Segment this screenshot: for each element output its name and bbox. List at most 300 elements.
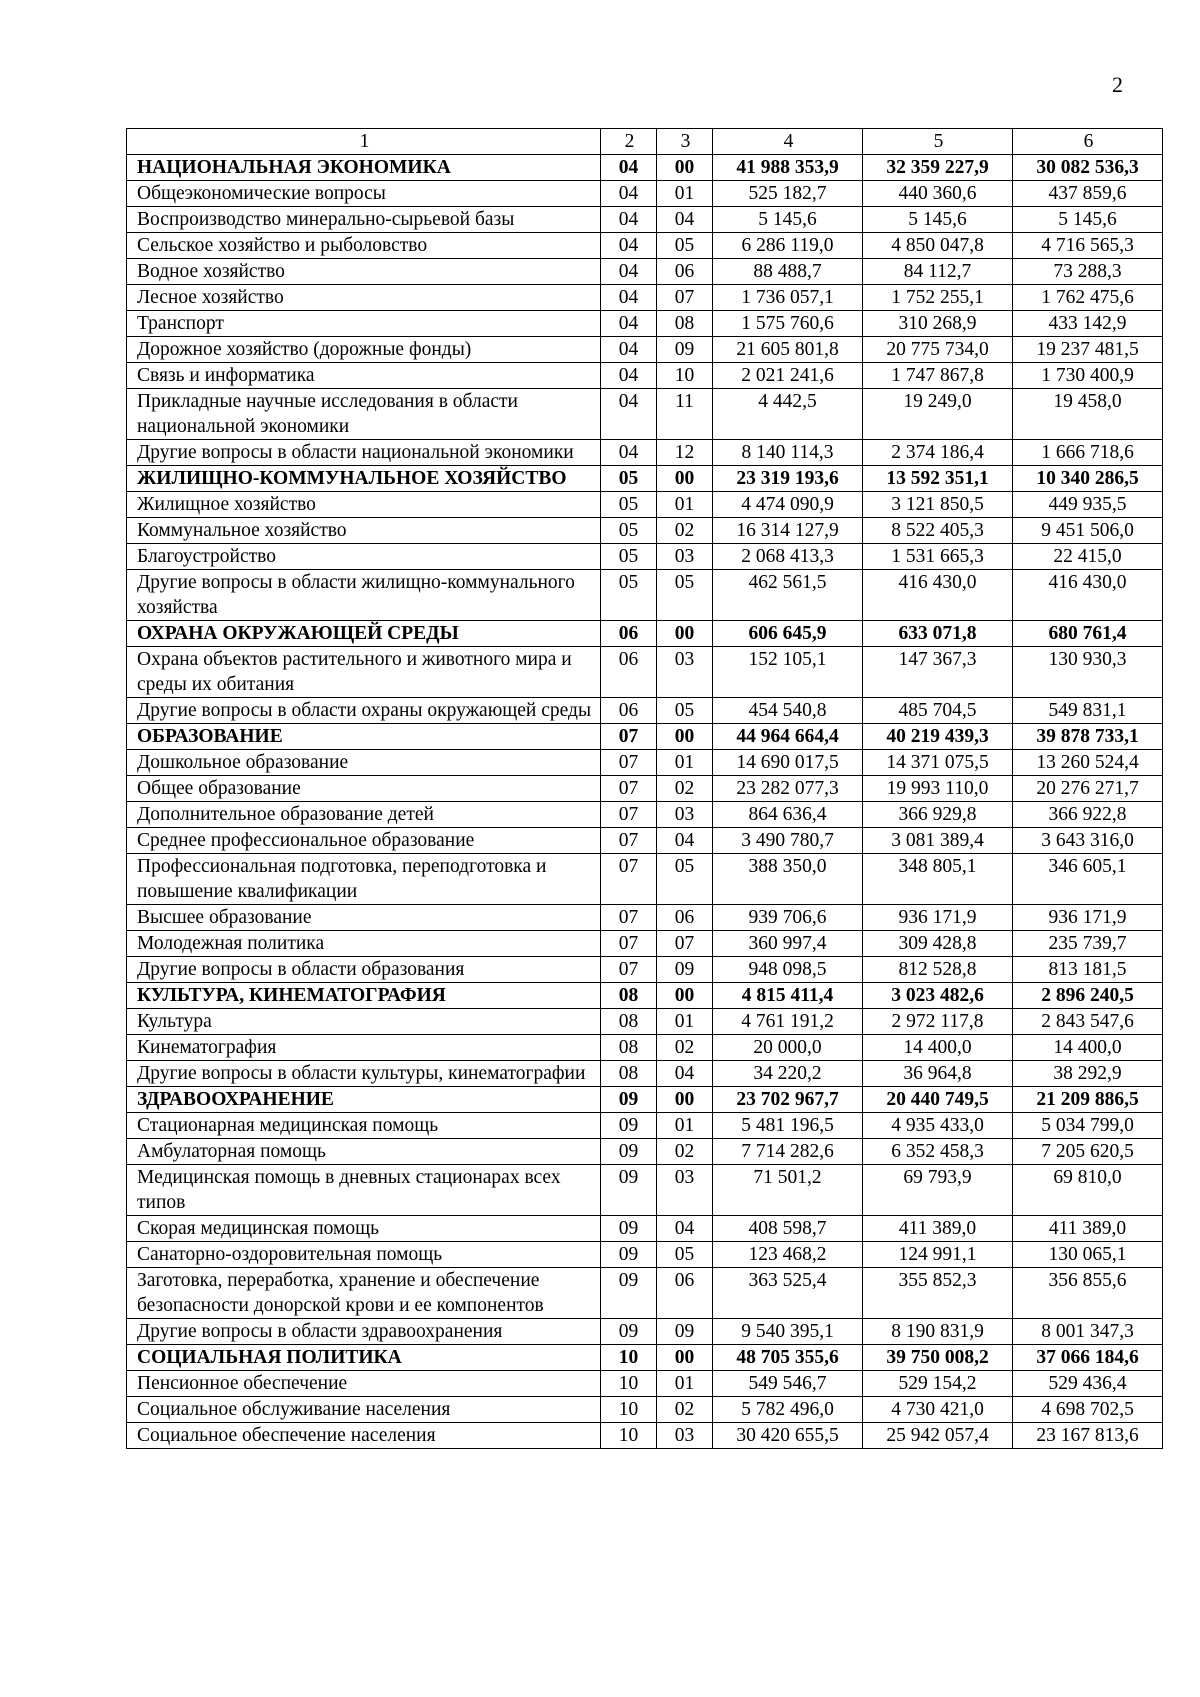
expense-name-cell: Другие вопросы в области жилищно-коммунального хозяйства xyxy=(127,570,601,621)
amount-col5-cell: 529 154,2 xyxy=(863,1371,1013,1397)
table-row xyxy=(127,905,1163,931)
section-row xyxy=(127,983,1163,1009)
expense-name-cell: ЗДРАВООХРАНЕНИЕ xyxy=(127,1087,601,1113)
table-row xyxy=(127,828,1163,854)
subsection-code-cell: 09 xyxy=(657,1319,713,1345)
amount-col4-cell: 1 575 760,6 xyxy=(713,311,863,337)
column-number: 4 xyxy=(713,129,863,155)
amount-col6-cell: 3 643 316,0 xyxy=(1013,828,1163,854)
table-row xyxy=(127,544,1163,570)
expense-name-cell: Амбулаторная помощь xyxy=(127,1139,601,1165)
column-number: 6 xyxy=(1013,129,1163,155)
amount-col4-cell: 1 736 057,1 xyxy=(713,285,863,311)
amount-col5-cell: 4 730 421,0 xyxy=(863,1397,1013,1423)
expense-name-cell: Культура xyxy=(127,1009,601,1035)
expense-name-cell: Прикладные научные исследования в области национальной экономики xyxy=(127,389,601,440)
amount-col4-cell: 939 706,6 xyxy=(713,905,863,931)
amount-col4-cell: 2 021 241,6 xyxy=(713,363,863,389)
amount-col6-cell: 10 340 286,5 xyxy=(1013,466,1163,492)
amount-col5-cell: 39 750 008,2 xyxy=(863,1345,1013,1371)
table-row xyxy=(127,518,1163,544)
amount-col6-cell: 433 142,9 xyxy=(1013,311,1163,337)
amount-col4-cell: 864 636,4 xyxy=(713,802,863,828)
amount-col5-cell: 13 592 351,1 xyxy=(863,466,1013,492)
amount-col6-cell: 813 181,5 xyxy=(1013,957,1163,983)
section-row xyxy=(127,1345,1163,1371)
amount-col6-cell: 936 171,9 xyxy=(1013,905,1163,931)
subsection-code-cell: 05 xyxy=(657,233,713,259)
expense-name-cell: СОЦИАЛЬНАЯ ПОЛИТИКА xyxy=(127,1345,601,1371)
expense-name-cell: Дорожное хозяйство (дорожные фонды) xyxy=(127,337,601,363)
amount-col5-cell: 19 249,0 xyxy=(863,389,1013,440)
section-code-cell: 04 xyxy=(601,181,657,207)
amount-col5-cell: 416 430,0 xyxy=(863,570,1013,621)
amount-col6-cell: 411 389,0 xyxy=(1013,1216,1163,1242)
subsection-code-cell: 03 xyxy=(657,647,713,698)
section-code-cell: 09 xyxy=(601,1268,657,1319)
expense-name-cell: Среднее профессиональное образование xyxy=(127,828,601,854)
table-row xyxy=(127,1216,1163,1242)
amount-col6-cell: 5 145,6 xyxy=(1013,207,1163,233)
expense-name-cell: Другие вопросы в области здравоохранения xyxy=(127,1319,601,1345)
table-row xyxy=(127,1113,1163,1139)
subsection-code-cell: 00 xyxy=(657,621,713,647)
amount-col6-cell: 2 896 240,5 xyxy=(1013,983,1163,1009)
amount-col4-cell: 4 815 411,4 xyxy=(713,983,863,1009)
subsection-code-cell: 08 xyxy=(657,311,713,337)
table-row xyxy=(127,776,1163,802)
subsection-code-cell: 05 xyxy=(657,854,713,905)
section-code-cell: 07 xyxy=(601,802,657,828)
table-row xyxy=(127,337,1163,363)
expense-name-cell: Санаторно-оздоровительная помощь xyxy=(127,1242,601,1268)
amount-col4-cell: 948 098,5 xyxy=(713,957,863,983)
amount-col5-cell: 69 793,9 xyxy=(863,1165,1013,1216)
section-code-cell: 07 xyxy=(601,957,657,983)
amount-col5-cell: 348 805,1 xyxy=(863,854,1013,905)
table-row xyxy=(127,931,1163,957)
amount-col4-cell: 5 145,6 xyxy=(713,207,863,233)
section-code-cell: 05 xyxy=(601,570,657,621)
subsection-code-cell: 00 xyxy=(657,1087,713,1113)
amount-col5-cell: 5 145,6 xyxy=(863,207,1013,233)
expense-name-cell: ЖИЛИЩНО-КОММУНАЛЬНОЕ ХОЗЯЙСТВО xyxy=(127,466,601,492)
amount-col6-cell: 130 065,1 xyxy=(1013,1242,1163,1268)
section-code-cell: 09 xyxy=(601,1242,657,1268)
section-code-cell: 04 xyxy=(601,363,657,389)
table-row xyxy=(127,259,1163,285)
amount-col5-cell: 25 942 057,4 xyxy=(863,1423,1013,1449)
table-row xyxy=(127,957,1163,983)
amount-col5-cell: 366 929,8 xyxy=(863,802,1013,828)
expense-name-cell: Воспроизводство минерально-сырьевой базы xyxy=(127,207,601,233)
amount-col6-cell: 356 855,6 xyxy=(1013,1268,1163,1319)
amount-col4-cell: 23 702 967,7 xyxy=(713,1087,863,1113)
amount-col4-cell: 360 997,4 xyxy=(713,931,863,957)
section-code-cell: 08 xyxy=(601,1061,657,1087)
subsection-code-cell: 03 xyxy=(657,802,713,828)
amount-col6-cell: 4 716 565,3 xyxy=(1013,233,1163,259)
amount-col6-cell: 69 810,0 xyxy=(1013,1165,1163,1216)
section-code-cell: 06 xyxy=(601,698,657,724)
amount-col6-cell: 20 276 271,7 xyxy=(1013,776,1163,802)
amount-col5-cell: 6 352 458,3 xyxy=(863,1139,1013,1165)
amount-col5-cell: 20 775 734,0 xyxy=(863,337,1013,363)
amount-col4-cell: 7 714 282,6 xyxy=(713,1139,863,1165)
amount-col6-cell: 549 831,1 xyxy=(1013,698,1163,724)
amount-col6-cell: 39 878 733,1 xyxy=(1013,724,1163,750)
column-number: 2 xyxy=(601,129,657,155)
expense-name-cell: Заготовка, переработка, хранение и обеспечение безопасности донорской крови и ее компонентов xyxy=(127,1268,601,1319)
subsection-code-cell: 06 xyxy=(657,905,713,931)
expense-name-cell: Другие вопросы в области культуры, кинематографии xyxy=(127,1061,601,1087)
amount-col5-cell: 4 850 047,8 xyxy=(863,233,1013,259)
expense-name-cell: Медицинская помощь в дневных стационарах всех типов xyxy=(127,1165,601,1216)
section-code-cell: 10 xyxy=(601,1397,657,1423)
amount-col6-cell: 680 761,4 xyxy=(1013,621,1163,647)
table-row xyxy=(127,1061,1163,1087)
table-row xyxy=(127,854,1163,905)
table-row xyxy=(127,647,1163,698)
section-code-cell: 07 xyxy=(601,776,657,802)
section-code-cell: 07 xyxy=(601,828,657,854)
amount-col5-cell: 3 121 850,5 xyxy=(863,492,1013,518)
subsection-code-cell: 02 xyxy=(657,518,713,544)
section-code-cell: 09 xyxy=(601,1319,657,1345)
subsection-code-cell: 07 xyxy=(657,285,713,311)
amount-col5-cell: 812 528,8 xyxy=(863,957,1013,983)
table-row xyxy=(127,311,1163,337)
amount-col6-cell: 9 451 506,0 xyxy=(1013,518,1163,544)
expense-name-cell: НАЦИОНАЛЬНАЯ ЭКОНОМИКА xyxy=(127,155,601,181)
amount-col5-cell: 2 374 186,4 xyxy=(863,440,1013,466)
amount-col4-cell: 4 474 090,9 xyxy=(713,492,863,518)
amount-col4-cell: 41 988 353,9 xyxy=(713,155,863,181)
table-row xyxy=(127,1423,1163,1449)
section-code-cell: 04 xyxy=(601,233,657,259)
subsection-code-cell: 02 xyxy=(657,1139,713,1165)
amount-col4-cell: 8 140 114,3 xyxy=(713,440,863,466)
amount-col4-cell: 4 442,5 xyxy=(713,389,863,440)
amount-col5-cell: 309 428,8 xyxy=(863,931,1013,957)
expense-name-cell: Пенсионное обеспечение xyxy=(127,1371,601,1397)
subsection-code-cell: 04 xyxy=(657,828,713,854)
expense-name-cell: Стационарная медицинская помощь xyxy=(127,1113,601,1139)
table-row xyxy=(127,1035,1163,1061)
section-code-cell: 04 xyxy=(601,311,657,337)
amount-col5-cell: 633 071,8 xyxy=(863,621,1013,647)
section-code-cell: 04 xyxy=(601,285,657,311)
amount-col4-cell: 48 705 355,6 xyxy=(713,1345,863,1371)
section-row xyxy=(127,466,1163,492)
amount-col6-cell: 1 730 400,9 xyxy=(1013,363,1163,389)
amount-col4-cell: 6 286 119,0 xyxy=(713,233,863,259)
amount-col5-cell: 411 389,0 xyxy=(863,1216,1013,1242)
amount-col6-cell: 449 935,5 xyxy=(1013,492,1163,518)
subsection-code-cell: 03 xyxy=(657,1165,713,1216)
amount-col5-cell: 485 704,5 xyxy=(863,698,1013,724)
amount-col6-cell: 2 843 547,6 xyxy=(1013,1009,1163,1035)
amount-col5-cell: 124 991,1 xyxy=(863,1242,1013,1268)
amount-col4-cell: 388 350,0 xyxy=(713,854,863,905)
amount-col5-cell: 8 522 405,3 xyxy=(863,518,1013,544)
amount-col4-cell: 549 546,7 xyxy=(713,1371,863,1397)
section-row xyxy=(127,621,1163,647)
amount-col4-cell: 23 319 193,6 xyxy=(713,466,863,492)
section-code-cell: 04 xyxy=(601,207,657,233)
subsection-code-cell: 12 xyxy=(657,440,713,466)
expense-name-cell: Охрана объектов растительного и животного мира и среды их обитания xyxy=(127,647,601,698)
section-code-cell: 07 xyxy=(601,905,657,931)
section-code-cell: 06 xyxy=(601,621,657,647)
amount-col6-cell: 4 698 702,5 xyxy=(1013,1397,1163,1423)
amount-col5-cell: 1 747 867,8 xyxy=(863,363,1013,389)
subsection-code-cell: 02 xyxy=(657,1397,713,1423)
table-row xyxy=(127,285,1163,311)
amount-col6-cell: 22 415,0 xyxy=(1013,544,1163,570)
table-row xyxy=(127,750,1163,776)
amount-col5-cell: 36 964,8 xyxy=(863,1061,1013,1087)
subsection-code-cell: 05 xyxy=(657,698,713,724)
amount-col6-cell: 437 859,6 xyxy=(1013,181,1163,207)
table-row xyxy=(127,207,1163,233)
amount-col5-cell: 19 993 110,0 xyxy=(863,776,1013,802)
section-code-cell: 04 xyxy=(601,259,657,285)
expense-name-cell: Дополнительное образование детей xyxy=(127,802,601,828)
amount-col5-cell: 32 359 227,9 xyxy=(863,155,1013,181)
section-code-cell: 09 xyxy=(601,1216,657,1242)
subsection-code-cell: 00 xyxy=(657,466,713,492)
section-row xyxy=(127,1087,1163,1113)
expense-name-cell: Социальное обеспечение населения xyxy=(127,1423,601,1449)
amount-col6-cell: 38 292,9 xyxy=(1013,1061,1163,1087)
amount-col4-cell: 152 105,1 xyxy=(713,647,863,698)
subsection-code-cell: 00 xyxy=(657,724,713,750)
amount-col4-cell: 5 782 496,0 xyxy=(713,1397,863,1423)
amount-col4-cell: 30 420 655,5 xyxy=(713,1423,863,1449)
column-number: 3 xyxy=(657,129,713,155)
amount-col5-cell: 3 081 389,4 xyxy=(863,828,1013,854)
amount-col5-cell: 14 400,0 xyxy=(863,1035,1013,1061)
amount-col5-cell: 310 268,9 xyxy=(863,311,1013,337)
subsection-code-cell: 01 xyxy=(657,750,713,776)
amount-col4-cell: 14 690 017,5 xyxy=(713,750,863,776)
section-code-cell: 07 xyxy=(601,931,657,957)
table-row xyxy=(127,1319,1163,1345)
amount-col6-cell: 13 260 524,4 xyxy=(1013,750,1163,776)
amount-col4-cell: 71 501,2 xyxy=(713,1165,863,1216)
table-row xyxy=(127,1268,1163,1319)
amount-col5-cell: 3 023 482,6 xyxy=(863,983,1013,1009)
subsection-code-cell: 06 xyxy=(657,259,713,285)
amount-col4-cell: 34 220,2 xyxy=(713,1061,863,1087)
expense-name-cell: Другие вопросы в области национальной экономики xyxy=(127,440,601,466)
table-row xyxy=(127,440,1163,466)
subsection-code-cell: 05 xyxy=(657,1242,713,1268)
subsection-code-cell: 09 xyxy=(657,957,713,983)
section-code-cell: 05 xyxy=(601,492,657,518)
subsection-code-cell: 04 xyxy=(657,207,713,233)
expense-name-cell: Скорая медицинская помощь xyxy=(127,1216,601,1242)
amount-col6-cell: 235 739,7 xyxy=(1013,931,1163,957)
subsection-code-cell: 07 xyxy=(657,931,713,957)
amount-col5-cell: 40 219 439,3 xyxy=(863,724,1013,750)
amount-col6-cell: 73 288,3 xyxy=(1013,259,1163,285)
section-code-cell: 10 xyxy=(601,1371,657,1397)
expense-name-cell: Общеэкономические вопросы xyxy=(127,181,601,207)
subsection-code-cell: 05 xyxy=(657,570,713,621)
table-row xyxy=(127,492,1163,518)
budget-table xyxy=(126,128,1163,1449)
section-code-cell: 04 xyxy=(601,440,657,466)
subsection-code-cell: 06 xyxy=(657,1268,713,1319)
expense-name-cell: Водное хозяйство xyxy=(127,259,601,285)
expense-name-cell: Сельское хозяйство и рыболовство xyxy=(127,233,601,259)
expense-name-cell: Кинематография xyxy=(127,1035,601,1061)
amount-col5-cell: 355 852,3 xyxy=(863,1268,1013,1319)
section-code-cell: 04 xyxy=(601,389,657,440)
expense-name-cell: Другие вопросы в области образования xyxy=(127,957,601,983)
amount-col6-cell: 130 930,3 xyxy=(1013,647,1163,698)
amount-col4-cell: 16 314 127,9 xyxy=(713,518,863,544)
expense-name-cell: Социальное обслуживание населения xyxy=(127,1397,601,1423)
subsection-code-cell: 01 xyxy=(657,1113,713,1139)
table-row xyxy=(127,389,1163,440)
subsection-code-cell: 01 xyxy=(657,1009,713,1035)
amount-col6-cell: 529 436,4 xyxy=(1013,1371,1163,1397)
amount-col4-cell: 20 000,0 xyxy=(713,1035,863,1061)
amount-col5-cell: 440 360,6 xyxy=(863,181,1013,207)
expense-name-cell: Дошкольное образование xyxy=(127,750,601,776)
section-code-cell: 08 xyxy=(601,1035,657,1061)
table-row xyxy=(127,181,1163,207)
section-code-cell: 07 xyxy=(601,724,657,750)
amount-col5-cell: 2 972 117,8 xyxy=(863,1009,1013,1035)
section-code-cell: 10 xyxy=(601,1345,657,1371)
amount-col4-cell: 606 645,9 xyxy=(713,621,863,647)
amount-col6-cell: 1 666 718,6 xyxy=(1013,440,1163,466)
amount-col6-cell: 14 400,0 xyxy=(1013,1035,1163,1061)
section-code-cell: 09 xyxy=(601,1113,657,1139)
amount-col4-cell: 408 598,7 xyxy=(713,1216,863,1242)
section-code-cell: 04 xyxy=(601,337,657,363)
amount-col4-cell: 462 561,5 xyxy=(713,570,863,621)
subsection-code-cell: 02 xyxy=(657,1035,713,1061)
expense-name-cell: Высшее образование xyxy=(127,905,601,931)
section-code-cell: 07 xyxy=(601,854,657,905)
subsection-code-cell: 01 xyxy=(657,181,713,207)
amount-col6-cell: 19 458,0 xyxy=(1013,389,1163,440)
amount-col4-cell: 44 964 664,4 xyxy=(713,724,863,750)
table-row xyxy=(127,1009,1163,1035)
section-code-cell: 07 xyxy=(601,750,657,776)
expense-name-cell: КУЛЬТУРА, КИНЕМАТОГРАФИЯ xyxy=(127,983,601,1009)
subsection-code-cell: 11 xyxy=(657,389,713,440)
table-row xyxy=(127,1242,1163,1268)
table-row xyxy=(127,1165,1163,1216)
table-row xyxy=(127,1397,1163,1423)
subsection-code-cell: 03 xyxy=(657,1423,713,1449)
expense-name-cell: Молодежная политика xyxy=(127,931,601,957)
amount-col6-cell: 8 001 347,3 xyxy=(1013,1319,1163,1345)
subsection-code-cell: 04 xyxy=(657,1061,713,1087)
amount-col4-cell: 9 540 395,1 xyxy=(713,1319,863,1345)
amount-col6-cell: 346 605,1 xyxy=(1013,854,1163,905)
amount-col6-cell: 21 209 886,5 xyxy=(1013,1087,1163,1113)
amount-col6-cell: 366 922,8 xyxy=(1013,802,1163,828)
amount-col4-cell: 2 068 413,3 xyxy=(713,544,863,570)
subsection-code-cell: 03 xyxy=(657,544,713,570)
subsection-code-cell: 04 xyxy=(657,1216,713,1242)
column-number: 5 xyxy=(863,129,1013,155)
expense-name-cell: ОБРАЗОВАНИЕ xyxy=(127,724,601,750)
page-number: 2 xyxy=(1112,72,1123,97)
amount-col4-cell: 3 490 780,7 xyxy=(713,828,863,854)
section-code-cell: 09 xyxy=(601,1165,657,1216)
expense-name-cell: Благоустройство xyxy=(127,544,601,570)
section-code-cell: 05 xyxy=(601,544,657,570)
expense-name-cell: Коммунальное хозяйство xyxy=(127,518,601,544)
amount-col5-cell: 1 531 665,3 xyxy=(863,544,1013,570)
amount-col6-cell: 19 237 481,5 xyxy=(1013,337,1163,363)
subsection-code-cell: 00 xyxy=(657,1345,713,1371)
amount-col6-cell: 23 167 813,6 xyxy=(1013,1423,1163,1449)
amount-col6-cell: 37 066 184,6 xyxy=(1013,1345,1163,1371)
expense-name-cell: ОХРАНА ОКРУЖАЮЩЕЙ СРЕДЫ xyxy=(127,621,601,647)
amount-col5-cell: 14 371 075,5 xyxy=(863,750,1013,776)
amount-col4-cell: 454 540,8 xyxy=(713,698,863,724)
amount-col4-cell: 123 468,2 xyxy=(713,1242,863,1268)
amount-col5-cell: 4 935 433,0 xyxy=(863,1113,1013,1139)
section-code-cell: 08 xyxy=(601,983,657,1009)
table-row xyxy=(127,802,1163,828)
section-code-cell: 10 xyxy=(601,1423,657,1449)
amount-col5-cell: 8 190 831,9 xyxy=(863,1319,1013,1345)
expense-name-cell: Лесное хозяйство xyxy=(127,285,601,311)
table-row xyxy=(127,570,1163,621)
expense-name-cell: Другие вопросы в области охраны окружающей среды xyxy=(127,698,601,724)
expense-name-cell: Связь и информатика xyxy=(127,363,601,389)
expense-name-cell: Профессиональная подготовка, переподготовка и повышение квалификации xyxy=(127,854,601,905)
amount-col6-cell: 1 762 475,6 xyxy=(1013,285,1163,311)
expense-name-cell: Транспорт xyxy=(127,311,601,337)
amount-col5-cell: 936 171,9 xyxy=(863,905,1013,931)
amount-col6-cell: 7 205 620,5 xyxy=(1013,1139,1163,1165)
column-number: 1 xyxy=(127,129,601,155)
amount-col5-cell: 147 367,3 xyxy=(863,647,1013,698)
amount-col4-cell: 21 605 801,8 xyxy=(713,337,863,363)
section-code-cell: 04 xyxy=(601,155,657,181)
subsection-code-cell: 01 xyxy=(657,492,713,518)
table-row xyxy=(127,1371,1163,1397)
section-row xyxy=(127,724,1163,750)
amount-col4-cell: 4 761 191,2 xyxy=(713,1009,863,1035)
amount-col6-cell: 5 034 799,0 xyxy=(1013,1113,1163,1139)
expense-name-cell: Общее образование xyxy=(127,776,601,802)
amount-col4-cell: 23 282 077,3 xyxy=(713,776,863,802)
amount-col5-cell: 1 752 255,1 xyxy=(863,285,1013,311)
amount-col4-cell: 88 488,7 xyxy=(713,259,863,285)
section-row xyxy=(127,155,1163,181)
subsection-code-cell: 01 xyxy=(657,1371,713,1397)
table-row xyxy=(127,698,1163,724)
amount-col6-cell: 30 082 536,3 xyxy=(1013,155,1163,181)
amount-col5-cell: 84 112,7 xyxy=(863,259,1013,285)
subsection-code-cell: 00 xyxy=(657,983,713,1009)
subsection-code-cell: 02 xyxy=(657,776,713,802)
section-code-cell: 05 xyxy=(601,466,657,492)
budget-table-body xyxy=(127,129,1163,1449)
